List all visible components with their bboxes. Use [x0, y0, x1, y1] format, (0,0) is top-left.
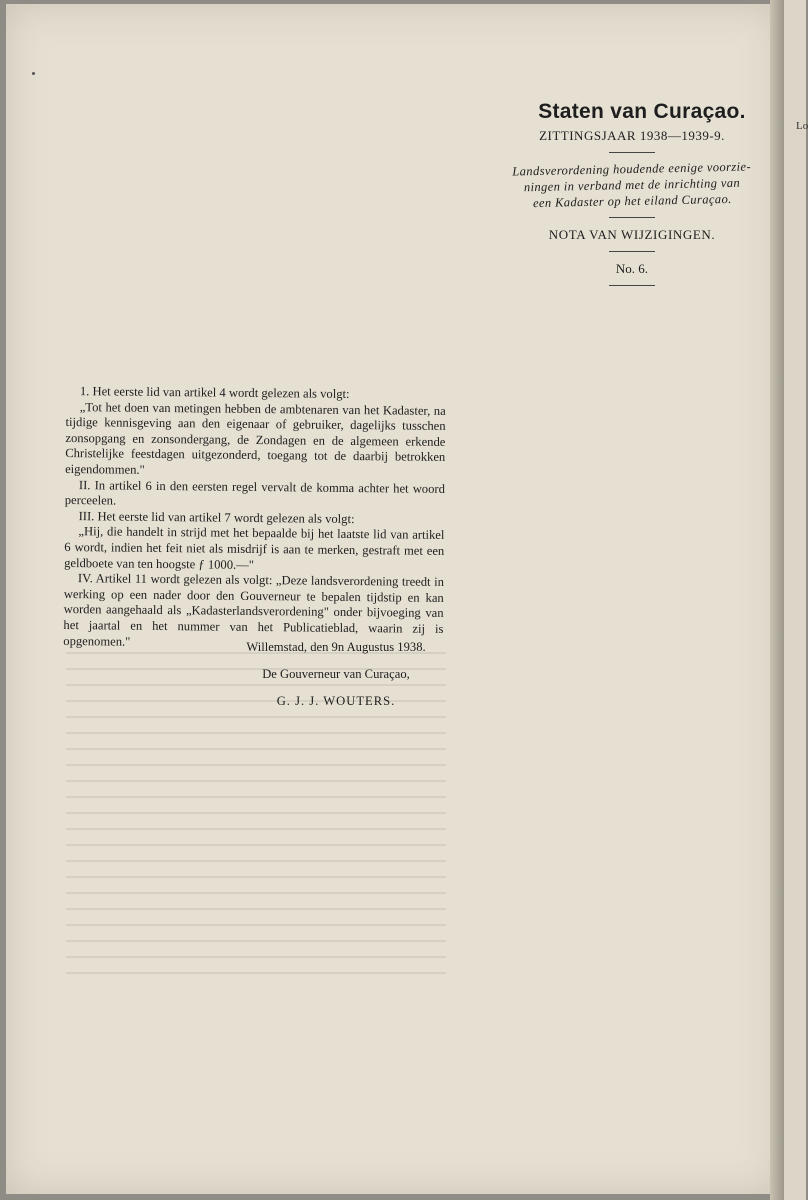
- closing-block: [206, 640, 466, 709]
- divider: [609, 217, 655, 218]
- document-number: No. 6.: [615, 261, 649, 276]
- place-date: Willemstad, den 9n Augustus 1938.: [246, 640, 426, 654]
- document-title: Staten van Curaçao.: [538, 100, 746, 123]
- subject-line: ningen in verband met de inrichting van: [523, 175, 741, 195]
- session-year: ZITTINGSJAAR 1938—1939-9.: [539, 128, 725, 143]
- amendments-text: [63, 384, 446, 653]
- divider: [609, 285, 655, 286]
- binding-gutter: [770, 0, 784, 1200]
- divider: [609, 251, 655, 252]
- document-page: [6, 4, 780, 1194]
- paragraph: IV. Artikel 11 wordt gelezen als volgt: „Deze landsverordening treedt in werking op een nader door den Gouverneur te bepalen tijdstip en kan worden aangehaald als „Kadasterlandsverordening" onder bijvoeging van het jaartal en het nummer van het Publicatieblad, waarin zij is opgenomen.": [63, 571, 445, 649]
- subject: [492, 158, 773, 212]
- document-header: [492, 100, 772, 286]
- divider: [609, 152, 655, 153]
- paragraph: 1. Het eerste lid van artikel 4 wordt gelezen als volgt:: [79, 384, 350, 401]
- adjacent-page-edge: [784, 0, 806, 1200]
- subject-line: Landsverordening houdende eenige voorzie-: [512, 159, 752, 179]
- paragraph: II. In artikel 6 in den eersten regel vervalt de komma achter het woord perceelen.: [64, 477, 445, 508]
- paragraph: „Tot het doen van metingen hebben de ambtenaren van het Kadaster, na tijdige kennisgeving aan den eigenaar of gebruiker, dagelijks tusschen zonsopgang en zonsondergang, de Zondagen en de algemeen erkende Christelijke feestdagen uitgezonderd, toegang tot de daarbij betrokken eigendommen.": [65, 399, 446, 477]
- signatory-name: G. J. J. WOUTERS.: [276, 694, 396, 708]
- paragraph: „Hij, die handelt in strijd met het bepaalde bij het laatste lid van artikel 6 wordt, indien het feit niet als misdrijf is aan te merken, gestraft met een geldboete van ten hoogste ƒ 1000.—": [64, 524, 445, 572]
- adjacent-page-text: Lo: [796, 120, 808, 132]
- paragraph: III. Het eerste lid van artikel 7 wordt gelezen als volgt:: [78, 508, 355, 526]
- signatory-role: De Gouverneur van Curaçao,: [262, 667, 410, 681]
- subject-line: een Kadaster op het eiland Curaçao.: [532, 191, 732, 211]
- nota-heading: NOTA VAN WIJZIGINGEN.: [548, 227, 716, 242]
- stray-mark: [32, 72, 35, 75]
